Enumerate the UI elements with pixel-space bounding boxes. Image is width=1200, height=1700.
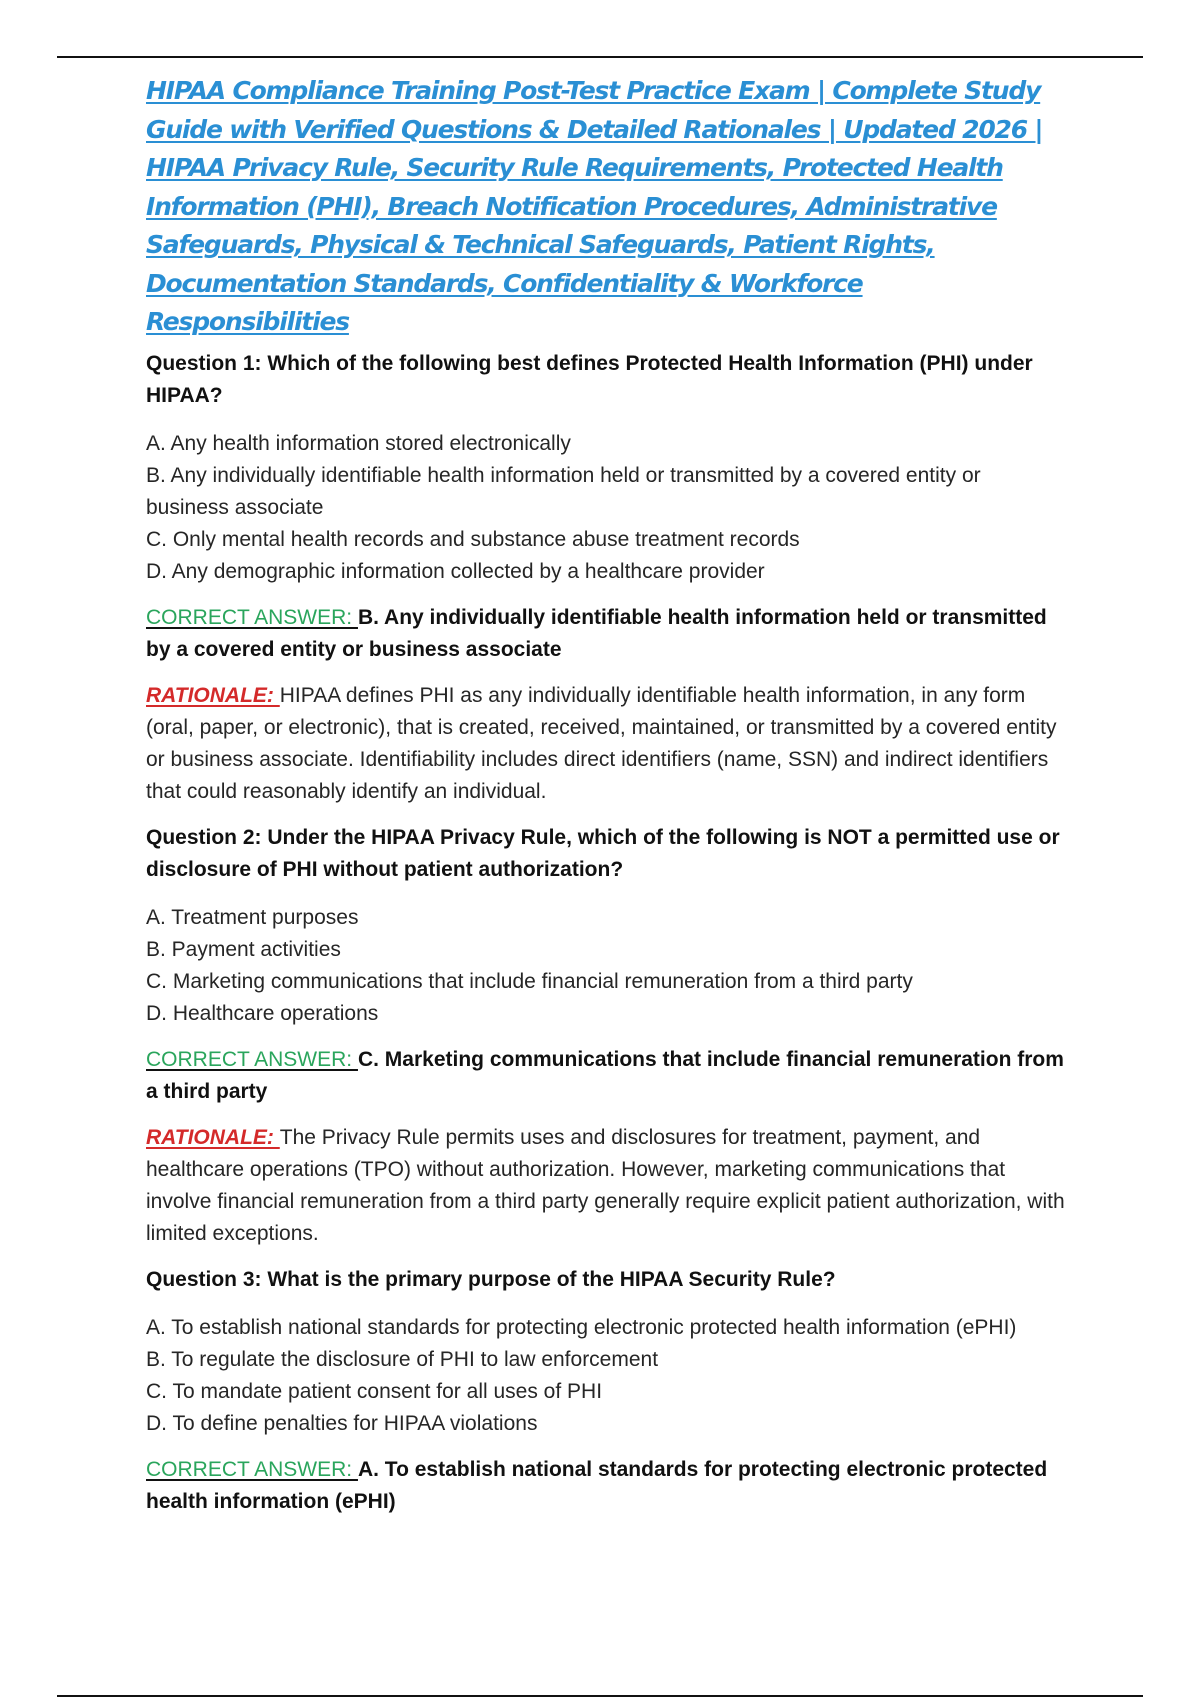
correct-answer — [146, 1044, 1066, 1108]
correct-answer-text: C. Marketing communications that include financial remuneration from a third party — [146, 1047, 1064, 1103]
rationale-label: RATIONALE: — [146, 1125, 280, 1149]
correct-answer-text: B. Any individually identifiable health information held or transmitted by a covered entity or business associate — [146, 605, 1047, 661]
option-d: D. Healthcare operations — [146, 1001, 379, 1025]
question-block — [146, 1264, 1066, 1518]
question-prompt: Question 1: Which of the following best defines Protected Health Information (PHI) under HIPAA? — [146, 351, 1033, 407]
document-title: HIPAA Compliance Training Post-Test Practice Exam | Complete Study Guide with Verified Questions & Detailed Rationales | Updated 2026 | HIPAA Privacy Rule, Security Rule Requirements, Protected Health Information (PHI), Breach Notification Procedures, Administrative Safeguards, Physical & Technical Safeguards, Patient Rights, Documentation Standards, Confidentiality & Workforce Responsibilities — [146, 76, 1043, 336]
option-c: C. Marketing communications that include financial remuneration from a third party — [146, 969, 913, 993]
correct-answer — [146, 602, 1066, 666]
correct-answer-label: CORRECT ANSWER: — [146, 1047, 358, 1071]
correct-answer-label: CORRECT ANSWER: — [146, 605, 358, 629]
option-d: D. Any demographic information collected by a healthcare provider — [146, 559, 765, 583]
option-list — [146, 902, 1066, 1030]
rationale-text: The Privacy Rule permits uses and disclosures for treatment, payment, and healthcare operations (TPO) without authorization. However, marketing communications that involve financial remuneration from a third party generally require explicit patient authorization, with limited exceptions. — [146, 1125, 1065, 1245]
option-a: A. Any health information stored electronically — [146, 431, 571, 455]
document-page — [146, 72, 1066, 1532]
option-a: A. To establish national standards for protecting electronic protected health information (ePHI) — [146, 1315, 1017, 1339]
rationale — [146, 680, 1066, 808]
bottom-rule — [57, 1695, 1143, 1697]
option-list — [146, 1312, 1066, 1440]
question-prompt: Question 3: What is the primary purpose of the HIPAA Security Rule? — [146, 1267, 836, 1291]
question-block — [146, 822, 1066, 1250]
correct-answer-text: A. To establish national standards for protecting electronic protected health information (ePHI) — [146, 1457, 1048, 1513]
rationale-text: HIPAA defines PHI as any individually identifiable health information, in any form (oral, paper, or electronic), that is created, received, maintained, or transmitted by a covered entity or business associate. Identifiability includes direct identifiers (name, SSN) and indirect identifiers that could reasonably identify an individual. — [146, 683, 1057, 803]
option-c: C. Only mental health records and substance abuse treatment records — [146, 527, 800, 551]
rationale — [146, 1122, 1066, 1250]
correct-answer — [146, 1454, 1066, 1518]
top-rule — [57, 56, 1143, 58]
option-b: B. Payment activities — [146, 937, 341, 961]
option-c: C. To mandate patient consent for all uses of PHI — [146, 1379, 603, 1403]
question-block — [146, 348, 1066, 808]
rationale-label: RATIONALE: — [146, 683, 280, 707]
question-prompt: Question 2: Under the HIPAA Privacy Rule, which of the following is NOT a permitted use or disclosure of PHI without patient authorization? — [146, 825, 1060, 881]
option-list — [146, 428, 1066, 588]
option-a: A. Treatment purposes — [146, 905, 359, 929]
option-d: D. To define penalties for HIPAA violations — [146, 1411, 538, 1435]
option-b: B. Any individually identifiable health information held or transmitted by a covered entity or business associate — [146, 463, 981, 519]
option-b: B. To regulate the disclosure of PHI to law enforcement — [146, 1347, 659, 1371]
correct-answer-label: CORRECT ANSWER: — [146, 1457, 358, 1481]
